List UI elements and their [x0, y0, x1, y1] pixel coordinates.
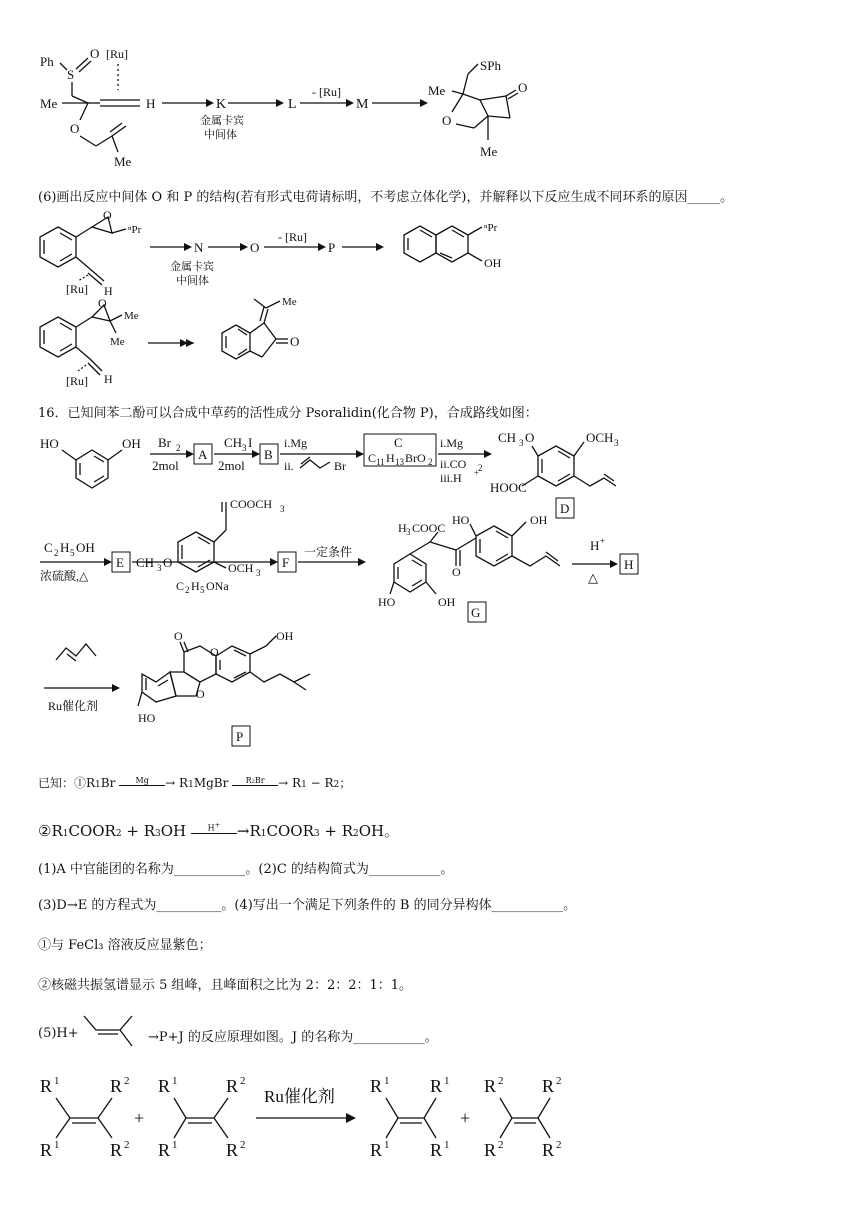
- svg-text:2: 2: [176, 443, 181, 453]
- ch3i-label: CH: [224, 435, 243, 450]
- svg-text:ONa: ONa: [206, 579, 229, 593]
- svg-text:2: 2: [498, 1075, 504, 1087]
- me-label-q6b: Me: [110, 336, 125, 348]
- prod-me-label: Me: [428, 83, 446, 98]
- me-label-2: Me: [114, 154, 132, 169]
- scheme-q16: [0, 420, 860, 760]
- svg-text:2: 2: [240, 1139, 246, 1151]
- svg-text:OH: OH: [438, 595, 456, 609]
- svg-text:+: +: [600, 536, 606, 546]
- known-reaction-1: 已知：①R1Br Mg → R1MgBr R₂Br → R1 − R2；: [38, 776, 352, 790]
- condition-1: ①与 FeCl₃ 溶液反应显紫色；: [38, 938, 212, 953]
- m-label: M: [356, 97, 369, 112]
- svg-text:13: 13: [395, 457, 404, 467]
- svg-text:+: +: [474, 468, 480, 478]
- ru-label-q6-2: [Ru]: [66, 374, 88, 388]
- svg-text:1: 1: [384, 1075, 390, 1087]
- hooc-label: HOOC: [490, 480, 527, 495]
- svg-text:O: O: [163, 555, 173, 570]
- svg-text:2: 2: [556, 1139, 562, 1151]
- epoxide-o-label: O: [103, 208, 112, 222]
- q5-alkene: [78, 1010, 148, 1054]
- svg-text:OH: OH: [76, 540, 95, 555]
- n-label: N: [194, 240, 204, 255]
- svg-text:2: 2: [428, 457, 433, 467]
- iii-h-label: iii.H: [440, 471, 462, 485]
- svg-text:1: 1: [444, 1075, 450, 1087]
- svg-text:2: 2: [478, 463, 483, 473]
- svg-text:3: 3: [157, 563, 162, 573]
- meta-catalyst-label: Ru催化剂: [264, 1087, 335, 1106]
- svg-text:2: 2: [124, 1139, 130, 1151]
- alkyne-h-label: H: [146, 96, 156, 111]
- svg-text:H: H: [60, 540, 70, 555]
- svg-text:O: O: [525, 430, 535, 445]
- svg-text:R: R: [484, 1076, 497, 1096]
- box-g: G: [471, 605, 481, 620]
- svg-text:2: 2: [556, 1075, 562, 1087]
- ph-label: Ph: [40, 54, 54, 69]
- svg-text:R: R: [40, 1140, 53, 1160]
- carbene-label-q6-1: 金属卡宾: [170, 261, 214, 273]
- box-p: P: [236, 729, 244, 744]
- svg-text:R: R: [430, 1140, 443, 1160]
- minus-ru-label-q6: - [Ru]: [278, 230, 307, 244]
- box-h: H: [624, 557, 634, 572]
- svg-text:3: 3: [242, 443, 247, 453]
- svg-text:2: 2: [185, 585, 190, 595]
- svg-text:O: O: [174, 629, 183, 643]
- scheme-top: [0, 0, 860, 180]
- l-label: L: [288, 97, 297, 112]
- svg-text:COOC: COOC: [412, 521, 446, 535]
- me-label-q6c: Me: [282, 296, 297, 308]
- svg-text:3: 3: [256, 568, 261, 578]
- carbene-label-q6-2: 中间体: [176, 275, 209, 287]
- cond-label: 一定条件: [304, 545, 353, 559]
- two-mol-label-1: 2mol: [152, 458, 179, 473]
- c2h5ona-label: C: [176, 579, 185, 593]
- prod-me-label-2: Me: [480, 144, 498, 159]
- ketone-o-label: O: [518, 80, 528, 95]
- conc-label: 浓硫酸,△: [40, 569, 89, 583]
- svg-text:2: 2: [124, 1075, 130, 1087]
- meta-r2-a: R: [110, 1076, 123, 1096]
- meta-r1-a: R: [40, 1076, 53, 1096]
- scheme-q6: [0, 205, 860, 400]
- p-intermediate-label: P: [328, 240, 336, 255]
- g-h3cooc-label: H: [398, 521, 407, 535]
- two-mol-label-2: 2mol: [218, 458, 245, 473]
- br2-label: Br: [158, 435, 171, 450]
- ketone-o-q6: O: [290, 334, 300, 349]
- o-intermediate-label: O: [250, 240, 260, 255]
- svg-text:R: R: [110, 1140, 123, 1160]
- i-mg2-label: i.Mg: [440, 436, 464, 450]
- svg-text:H: H: [386, 451, 395, 465]
- svg-text:1: 1: [384, 1139, 390, 1151]
- svg-text:1: 1: [172, 1075, 178, 1087]
- svg-text:I: I: [248, 435, 253, 450]
- svg-text:2: 2: [240, 1075, 246, 1087]
- ru-cat-label: Ru催化剂: [48, 699, 99, 713]
- box-b: B: [264, 447, 273, 462]
- svg-text:2: 2: [54, 548, 59, 558]
- f-och3-label: OCH: [228, 561, 254, 575]
- svg-text:1: 1: [172, 1139, 178, 1151]
- svg-text:O: O: [210, 645, 219, 659]
- me-label-q6a: Me: [124, 310, 139, 322]
- ru-label-q6: [Ru]: [66, 282, 88, 296]
- carbene-label-2: 中间体: [204, 129, 237, 141]
- svg-text:R: R: [226, 1076, 239, 1096]
- sulfoxide-o-label: O: [90, 46, 100, 61]
- box-d: D: [560, 501, 570, 516]
- svg-text:3: 3: [406, 527, 411, 537]
- box-a: A: [198, 447, 208, 462]
- svg-text:R: R: [158, 1140, 171, 1160]
- c-label: C: [394, 435, 403, 450]
- svg-text:HO: HO: [378, 595, 396, 609]
- c2h5oh-label: C: [44, 540, 53, 555]
- question-3-4: (3)D→E 的方程式为__________。(4)写出一个满足下列条件的 B 的同分异构体___________。: [38, 898, 577, 913]
- svg-text:R: R: [370, 1076, 383, 1096]
- svg-text:OH: OH: [530, 513, 548, 527]
- me-label: Me: [40, 96, 58, 111]
- ii-co2-label: ii.CO: [440, 457, 467, 471]
- ho-label-1: HO: [40, 436, 59, 451]
- npr-label-2: ⁿPr: [484, 222, 498, 234]
- s-label: S: [67, 67, 75, 82]
- known-reaction-2: ②R1COOR2 + R3OH H+ →R1COOR3 + R2OH。: [38, 821, 400, 840]
- box-f: F: [282, 555, 290, 570]
- box-e: E: [116, 555, 124, 570]
- svg-text:1: 1: [54, 1075, 60, 1087]
- h-plus-label: H: [590, 538, 600, 553]
- svg-text:3: 3: [519, 438, 524, 448]
- h-label-2: H: [104, 372, 113, 386]
- svg-text:1: 1: [54, 1139, 60, 1151]
- carbene-label-1: 金属卡宾: [200, 115, 244, 127]
- svg-text:3: 3: [280, 504, 285, 514]
- d-och3-label: OCH: [586, 430, 614, 445]
- h-label: H: [104, 284, 113, 298]
- question-5-pre: (5)H+: [38, 1026, 79, 1041]
- oh-label-q6: OH: [484, 256, 502, 270]
- svg-text:H: H: [191, 579, 200, 593]
- f-ch3o-label: CH: [136, 555, 155, 570]
- svg-text:R: R: [484, 1140, 497, 1160]
- p-ho-label: HO: [138, 711, 156, 725]
- svg-text:R: R: [430, 1076, 443, 1096]
- k-label: K: [216, 97, 227, 112]
- cooch3-label: COOCH: [230, 497, 273, 511]
- svg-text:R: R: [542, 1076, 555, 1096]
- ether-o-label: O: [70, 121, 80, 136]
- p-oh-label: OH: [276, 629, 294, 643]
- question-6-text: (6)画出反应中间体 O 和 P 的结构(若有形式电荷请标明，不考虑立体化学)，并解释以下反应生成不同环系的原因_____。: [38, 190, 733, 205]
- plus-1: +: [134, 1108, 145, 1128]
- d-ch3o-label: CH: [498, 430, 517, 445]
- svg-text:R: R: [158, 1076, 171, 1096]
- svg-text:R: R: [542, 1140, 555, 1160]
- question-1-2: (1)A 中官能团的名称为___________。(2)C 的结构简式为___________。: [38, 862, 454, 877]
- svg-text:HO: HO: [452, 513, 470, 527]
- condition-2: ②核磁共振氢谱显示 5 组峰，且峰面积之比为 2：2：2：1：1。: [38, 978, 413, 993]
- svg-text:5: 5: [70, 548, 75, 558]
- svg-text:R: R: [226, 1140, 239, 1160]
- delta-label: △: [588, 570, 598, 585]
- npr-label: ⁿPr: [128, 224, 142, 236]
- plus-2: +: [460, 1108, 471, 1128]
- br-label: Br: [334, 459, 346, 473]
- ru-label: [Ru]: [106, 47, 128, 61]
- svg-text:O: O: [452, 565, 461, 579]
- oh-label-1: OH: [122, 436, 141, 451]
- i-mg-label: i.Mg: [284, 436, 308, 450]
- ring-o-label: O: [442, 113, 452, 128]
- svg-text:BrO: BrO: [405, 451, 426, 465]
- svg-text:11: 11: [376, 457, 385, 467]
- question-16-intro: 16．已知间苯二酚可以合成中草药的活性成分 Psoralidin(化合物 P)，合成路线如图：: [38, 406, 538, 421]
- svg-text:2: 2: [498, 1139, 504, 1151]
- sph-label: SPh: [480, 58, 501, 73]
- ii-label: ii.: [284, 459, 294, 473]
- svg-text:R: R: [370, 1140, 383, 1160]
- metathesis-scheme: [0, 1066, 860, 1216]
- question-5-post: →P+J 的反应原理如图。J 的名称为___________。: [148, 1030, 438, 1045]
- epoxide-o-label-2: O: [98, 296, 107, 310]
- svg-text:1: 1: [444, 1139, 450, 1151]
- svg-text:O: O: [196, 687, 205, 701]
- svg-text:5: 5: [200, 585, 205, 595]
- svg-text:3: 3: [614, 438, 619, 448]
- minus-ru-label: - [Ru]: [312, 85, 341, 99]
- c-formula: C: [368, 451, 377, 465]
